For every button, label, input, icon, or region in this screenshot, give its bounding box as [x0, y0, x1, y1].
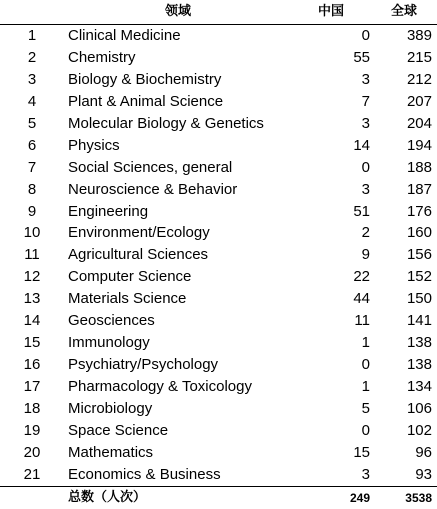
row-index: 16 — [23, 356, 41, 374]
table-row — [0, 332, 437, 354]
row-global-count: 106 — [406, 399, 432, 417]
table-row — [0, 376, 437, 398]
table-row — [0, 25, 437, 47]
row-index: 15 — [23, 334, 41, 352]
row-global-count: 207 — [406, 92, 432, 110]
row-field: Computer Science — [68, 268, 192, 286]
row-index: 4 — [27, 92, 37, 110]
row-field: Physics — [68, 136, 120, 154]
table-row — [0, 91, 437, 113]
row-index: 19 — [23, 421, 41, 439]
table-row — [0, 69, 437, 91]
row-china-count: 14 — [353, 136, 370, 154]
row-china-count: 0 — [361, 27, 370, 44]
row-index: 9 — [27, 202, 37, 220]
table-row — [0, 135, 437, 157]
row-index: 14 — [23, 312, 41, 330]
row-index: 18 — [23, 399, 41, 417]
row-field: Psychiatry/Psychology — [68, 356, 219, 374]
row-global-count: 215 — [406, 48, 432, 66]
total-china: 249 — [349, 491, 370, 505]
row-global-count: 194 — [406, 136, 432, 154]
row-field: Pharmacology & Toxicology — [68, 378, 252, 395]
table-row — [0, 266, 437, 288]
table-row — [0, 310, 437, 332]
row-global-count: 187 — [406, 180, 432, 198]
row-china-count: 2 — [361, 224, 370, 242]
row-index: 1 — [27, 27, 37, 44]
row-field: Neuroscience & Behavior — [68, 180, 238, 198]
row-field: Engineering — [68, 202, 149, 220]
row-field: Materials Science — [68, 290, 187, 308]
row-china-count: 22 — [353, 268, 370, 286]
row-china-count: 1 — [361, 378, 370, 395]
total-label: 总数（人次） — [68, 490, 147, 505]
row-field: Economics & Business — [68, 465, 221, 483]
header-global: 全球 — [391, 4, 418, 19]
table-row — [0, 113, 437, 135]
row-china-count: 11 — [354, 312, 370, 330]
row-china-count: 9 — [361, 246, 370, 264]
row-china-count: 51 — [353, 202, 370, 220]
table-row — [0, 157, 437, 179]
table-row — [0, 420, 437, 442]
row-global-count: 93 — [415, 465, 432, 483]
total-global: 3538 — [405, 491, 432, 505]
row-field: Geosciences — [68, 312, 155, 330]
row-field: Space Science — [68, 421, 169, 439]
row-field: Mathematics — [68, 443, 154, 461]
row-field: Environment/Ecology — [68, 224, 210, 242]
row-china-count: 3 — [361, 70, 370, 88]
table-row — [0, 398, 437, 420]
row-index: 11 — [24, 246, 40, 264]
total-row — [0, 486, 437, 509]
row-index: 17 — [23, 378, 41, 395]
row-china-count: 15 — [353, 443, 370, 461]
table-row — [0, 464, 437, 486]
row-global-count: 134 — [406, 378, 432, 395]
row-global-count: 156 — [406, 246, 432, 264]
row-index: 12 — [23, 268, 41, 286]
row-index: 8 — [27, 180, 37, 198]
row-global-count: 138 — [406, 356, 432, 374]
row-field: Biology & Biochemistry — [68, 70, 222, 88]
row-global-count: 176 — [406, 202, 432, 220]
row-global-count: 204 — [406, 114, 432, 132]
row-global-count: 96 — [415, 443, 432, 461]
row-china-count: 3 — [361, 180, 370, 198]
row-global-count: 141 — [406, 312, 432, 330]
row-index: 6 — [27, 136, 37, 154]
row-index: 20 — [23, 443, 41, 461]
header-field: 领域 — [165, 4, 192, 19]
table-row — [0, 442, 437, 464]
row-index: 3 — [27, 70, 37, 88]
row-index: 7 — [27, 158, 37, 176]
row-china-count: 0 — [361, 421, 370, 439]
row-china-count: 1 — [361, 334, 370, 352]
row-field: Plant & Animal Science — [68, 92, 224, 110]
row-china-count: 3 — [361, 114, 370, 132]
row-field: Microbiology — [68, 399, 153, 417]
row-china-count: 0 — [361, 356, 370, 374]
header-china: 中国 — [318, 4, 345, 19]
row-index: 2 — [27, 48, 37, 66]
row-global-count: 152 — [406, 268, 432, 286]
row-global-count: 138 — [406, 334, 432, 352]
row-field: Immunology — [68, 334, 150, 352]
row-global-count: 389 — [406, 27, 432, 44]
row-field: Molecular Biology & Genetics — [68, 114, 264, 132]
row-china-count: 3 — [361, 465, 370, 483]
table-row — [0, 222, 437, 244]
row-global-count: 160 — [406, 224, 432, 242]
table-row — [0, 47, 437, 69]
row-field: Chemistry — [68, 48, 136, 66]
table-header — [0, 0, 437, 25]
row-field: Social Sciences, general — [68, 158, 233, 176]
row-index: 21 — [23, 465, 41, 483]
row-index: 10 — [23, 224, 41, 242]
row-china-count: 0 — [361, 158, 370, 176]
row-global-count: 188 — [406, 158, 432, 176]
table-row — [0, 244, 437, 266]
row-china-count: 5 — [361, 399, 370, 417]
row-global-count: 150 — [406, 290, 432, 308]
table-row — [0, 354, 437, 376]
row-global-count: 102 — [406, 421, 432, 439]
row-index: 13 — [23, 290, 41, 308]
row-global-count: 212 — [406, 70, 432, 88]
row-china-count: 7 — [361, 92, 370, 110]
row-china-count: 44 — [353, 290, 370, 308]
table-row — [0, 201, 437, 223]
row-index: 5 — [27, 114, 37, 132]
row-china-count: 55 — [353, 48, 370, 66]
table-row — [0, 179, 437, 201]
table-body — [0, 25, 437, 486]
row-field: Clinical Medicine — [68, 27, 181, 44]
table-row — [0, 288, 437, 310]
row-field: Agricultural Sciences — [68, 246, 209, 264]
